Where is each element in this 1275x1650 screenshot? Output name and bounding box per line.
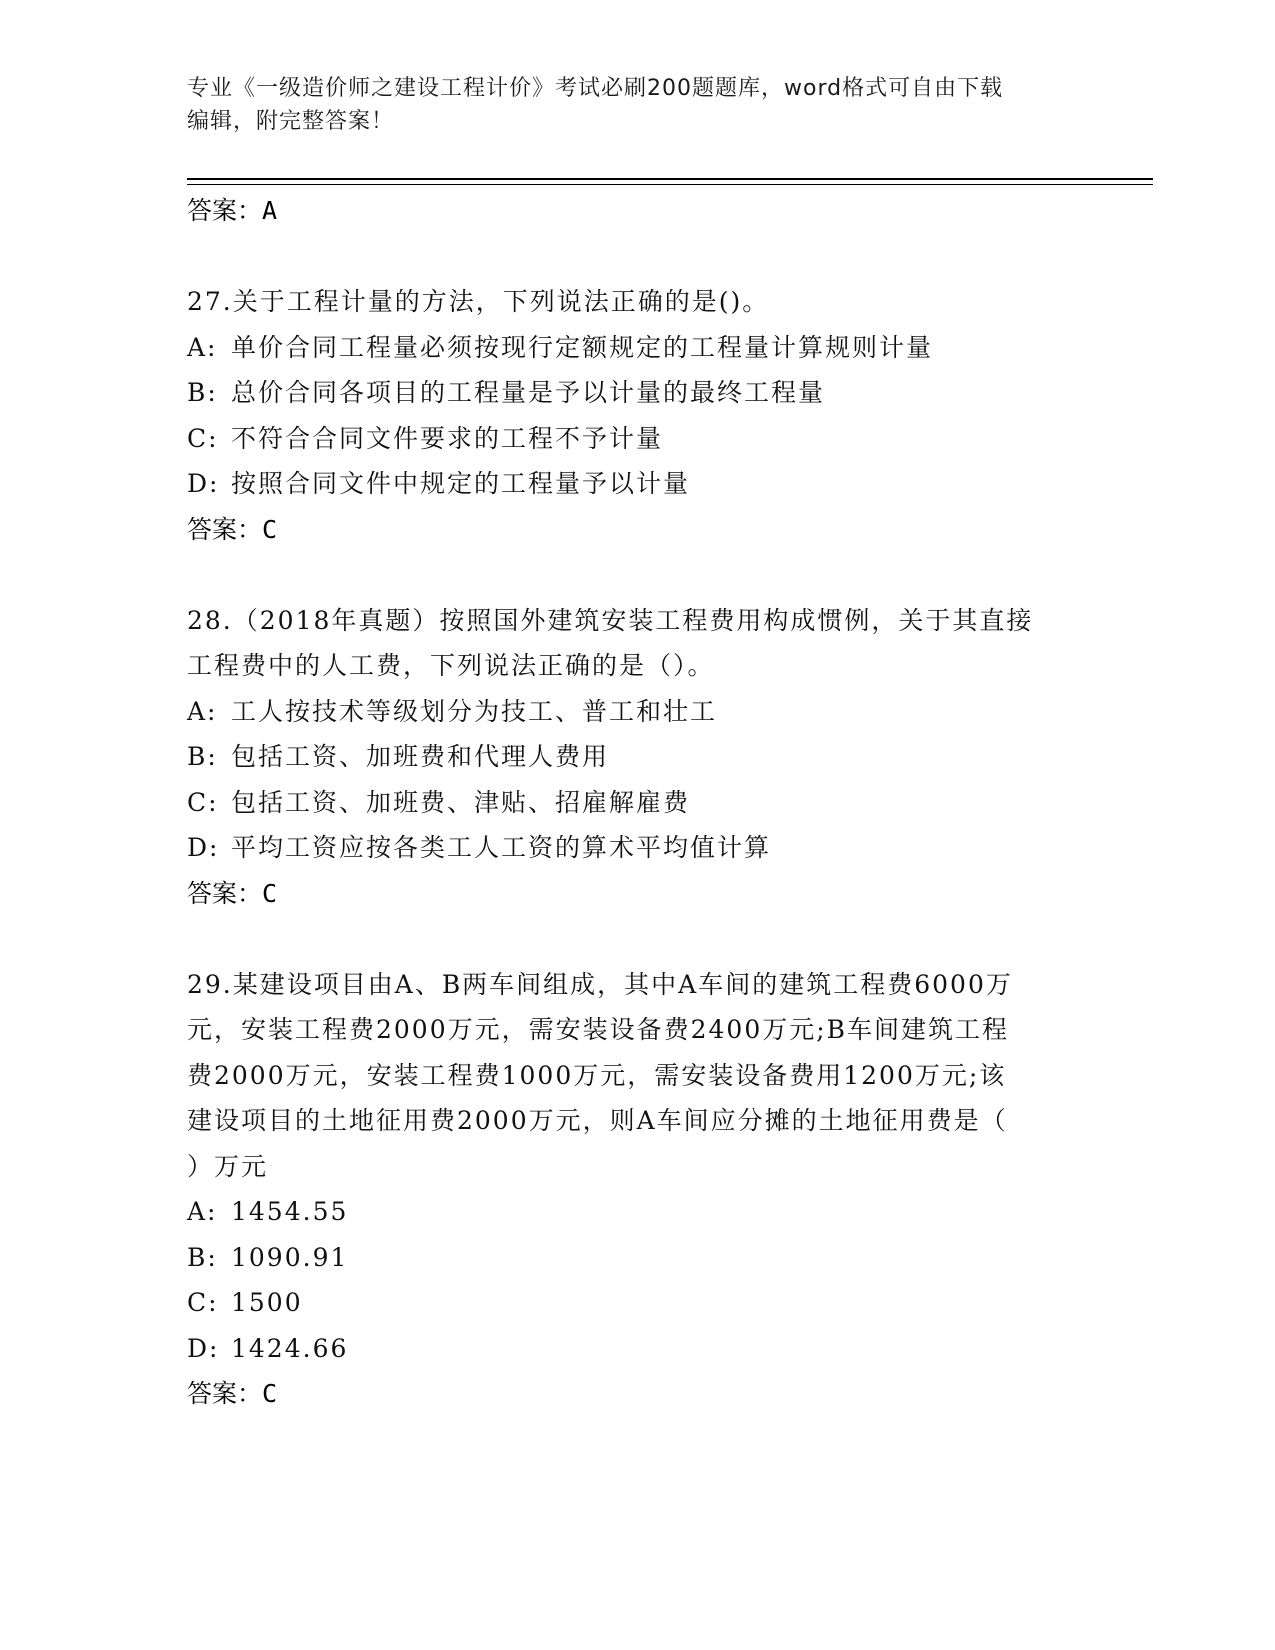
question-28 [187, 598, 1087, 916]
document-header [187, 72, 1067, 138]
question-content [187, 188, 1087, 1416]
question-stem: 29.某建设项目由A、B两车间组成，其中A车间的建筑工程费6000万 [187, 969, 1013, 999]
option-c: C: 不符合合同文件要求的工程不予计量 [187, 423, 664, 453]
question-stem: 工程费中的人工费，下列说法正确的是（）。 [187, 651, 715, 680]
header-line-1: 专业《一级造价师之建设工程计价》考试必刷200题题库，word格式可自由下载 [187, 76, 1004, 101]
answer-line: 答案：C [187, 1379, 278, 1408]
answer-line: 答案：C [187, 514, 278, 544]
option-d: D: 按照合同文件中规定的工程量予以计量 [187, 469, 691, 498]
question-stem: 建设项目的土地征用费2000万元，则A车间应分摊的土地征用费是（ [187, 1106, 1008, 1135]
question-27 [187, 279, 1087, 552]
option-c: C: 包括工资、加班费、津贴、招雇解雇费 [187, 787, 691, 817]
question-stem: 费2000万元，安装工程费1000万元，需安装设备费用1200万元;该 [187, 1060, 1007, 1090]
option-a: A: 单价合同工程量必须按现行定额规定的工程量计算规则计量 [187, 332, 934, 362]
option-d: D: 平均工资应按各类工人工资的算术平均值计算 [187, 833, 772, 862]
header-rule-thin [187, 184, 1153, 185]
question-stem: 元，安装工程费2000万元，需安装设备费2400万元;B车间建筑工程 [187, 1015, 1010, 1044]
question-stem: 27.关于工程计量的方法，下列说法正确的是()。 [187, 287, 770, 316]
question-stem: ）万元 [187, 1151, 269, 1181]
option-c: C: 1500 [187, 1288, 303, 1317]
option-d: D: 1424.66 [187, 1333, 349, 1363]
answer-line: 答案：C [187, 878, 278, 908]
option-b: B: 总价合同各项目的工程量是予以计量的最终工程量 [187, 378, 826, 407]
option-a: A: 工人按技术等级划分为技工、普工和壮工 [187, 696, 718, 726]
question-29 [187, 962, 1087, 1417]
question-stem: 28.（2018年真题）按照国外建筑安装工程费用构成惯例，关于其直接 [187, 605, 1034, 635]
option-a: A: 1454.55 [187, 1197, 349, 1226]
header-line-2: 编辑，附完整答案！ [187, 109, 395, 134]
header-rule-thick [187, 178, 1153, 180]
option-b: B: 1090.91 [187, 1242, 349, 1272]
option-b: B: 包括工资、加班费和代理人费用 [187, 742, 610, 771]
answer-line: 答案：A [187, 196, 278, 225]
